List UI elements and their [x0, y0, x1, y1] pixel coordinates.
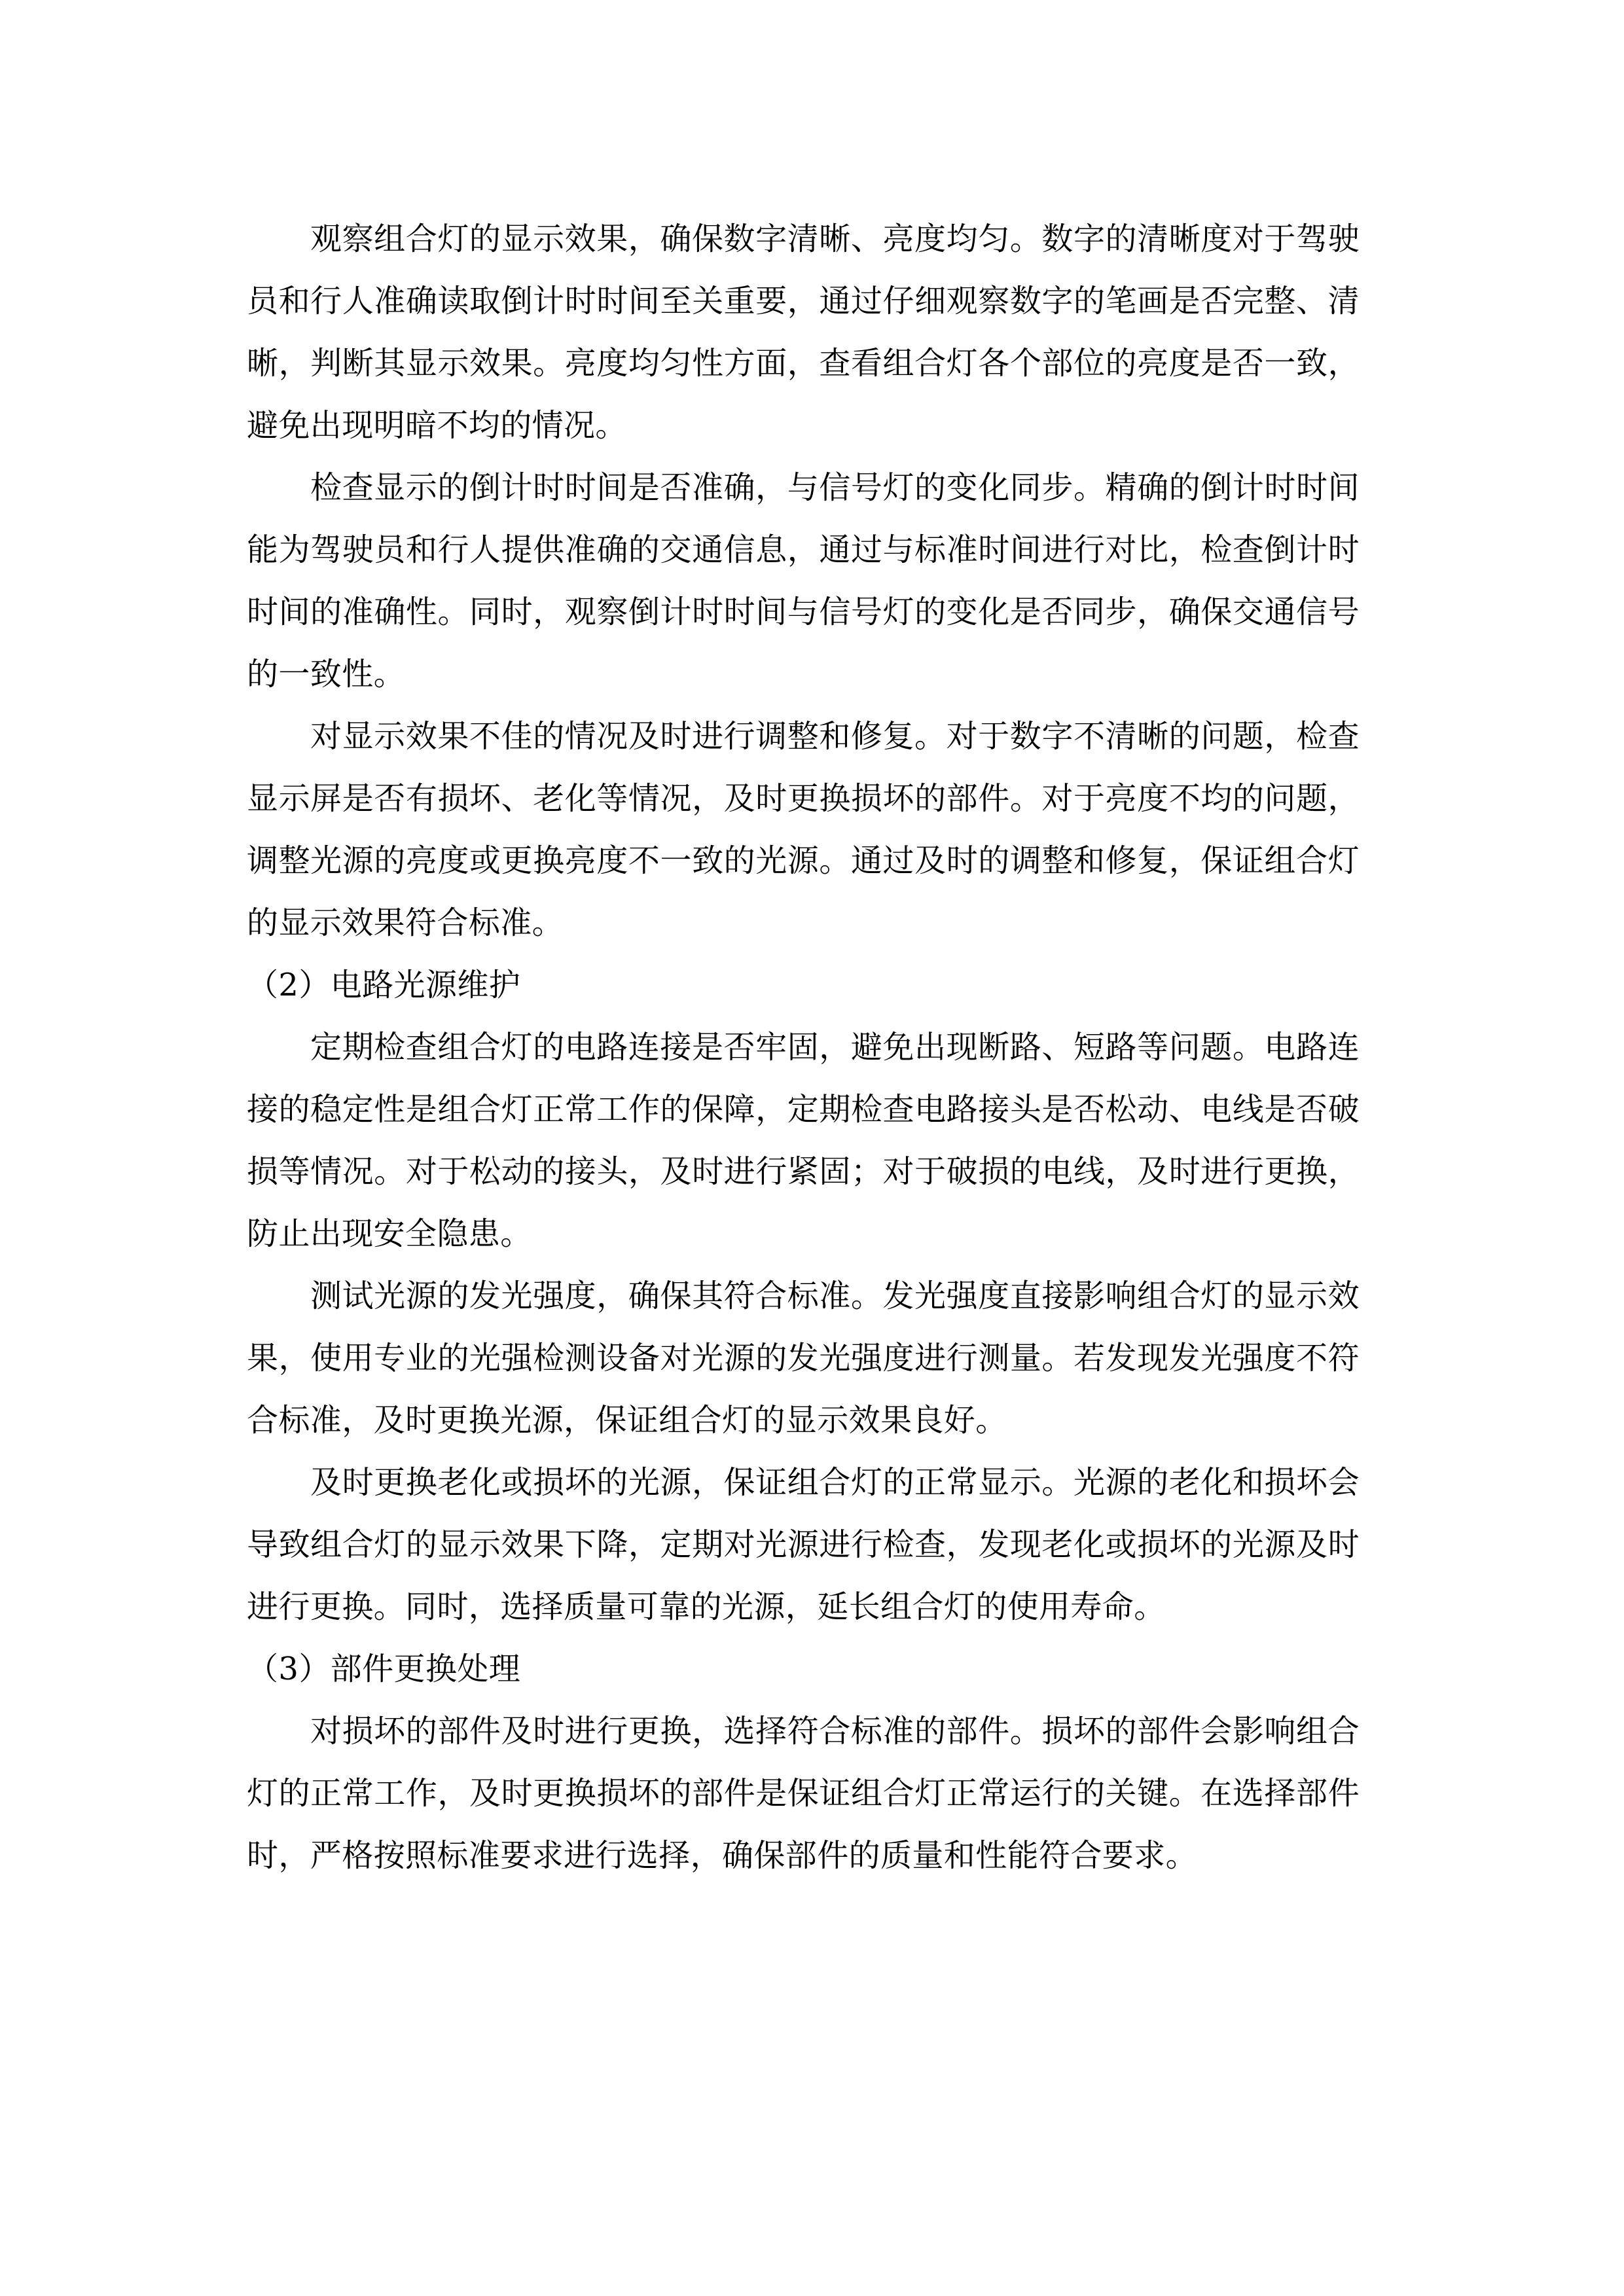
section-heading: （2）电路光源维护	[247, 967, 521, 1003]
body-paragraph: 定期检查组合灯的电路连接是否牢固，避免出现断路、短路等问题。电路连接的稳定性是组合灯正常工作的保障，定期检查电路接头是否松动、电线是否破损等情况。对于松动的接头，及时进行紧固；对于破损的电线，及时进行更换，防止出现安全隐患。	[247, 1029, 1360, 1252]
document-body	[247, 208, 1360, 1887]
body-paragraph: 对显示效果不佳的情况及时进行调整和修复。对于数字不清晰的问题，检查显示屏是否有损坏、老化等情况，及时更换损坏的部件。对于亮度不均的问题，调整光源的亮度或更换亮度不一致的光源。通过及时的调整和修复，保证组合灯的显示效果符合标准。	[247, 718, 1360, 941]
body-paragraph: 及时更换老化或损坏的光源，保证组合灯的正常显示。光源的老化和损坏会导致组合灯的显示效果下降，定期对光源进行检查，发现老化或损坏的光源及时进行更换。同时，选择质量可靠的光源，延长组合灯的使用寿命。	[247, 1464, 1360, 1625]
body-paragraph: 对损坏的部件及时进行更换，选择符合标准的部件。损坏的部件会影响组合灯的正常工作，及时更换损坏的部件是保证组合灯正常运行的关键。在选择部件时，严格按照标准要求进行选择，确保部件的质量和性能符合要求。	[247, 1713, 1360, 1874]
body-paragraph: 观察组合灯的显示效果，确保数字清晰、亮度均匀。数字的清晰度对于驾驶员和行人准确读取倒计时时间至关重要，通过仔细观察数字的笔画是否完整、清晰，判断其显示效果。亮度均匀性方面，查看组合灯各个部位的亮度是否一致，避免出现明暗不均的情况。	[247, 221, 1360, 444]
body-paragraph: 测试光源的发光强度，确保其符合标准。发光强度直接影响组合灯的显示效果，使用专业的光强检测设备对光源的发光强度进行测量。若发现发光强度不符合标准，及时更换光源，保证组合灯的显示效果良好。	[247, 1278, 1360, 1439]
section-heading: （3）部件更换处理	[247, 1651, 521, 1687]
body-paragraph: 检查显示的倒计时时间是否准确，与信号灯的变化同步。精确的倒计时时间能为驾驶员和行人提供准确的交通信息，通过与标准时间进行对比，检查倒计时时间的准确性。同时，观察倒计时时间与信号灯的变化是否同步，确保交通信号的一致性。	[247, 469, 1360, 692]
